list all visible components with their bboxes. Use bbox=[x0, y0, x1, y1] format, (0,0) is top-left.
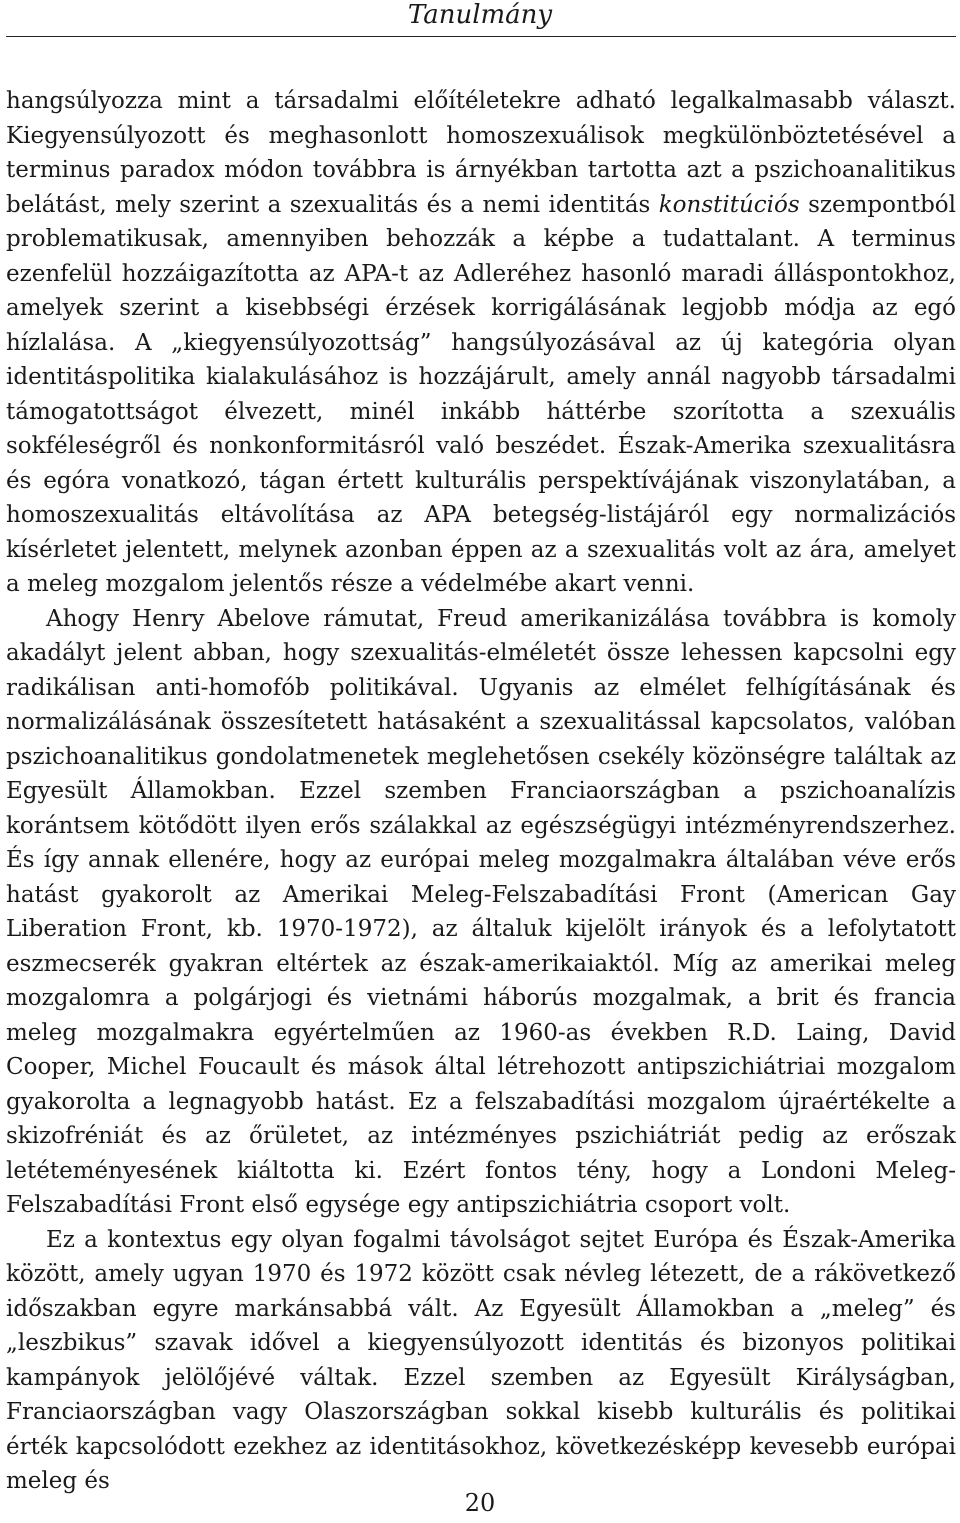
article-body bbox=[6, 84, 956, 1499]
paragraph-2 bbox=[6, 602, 956, 1223]
paragraph-1 bbox=[6, 84, 956, 602]
paragraph-3 bbox=[6, 1223, 956, 1499]
paragraph-1-text-b: szempontból problematikusak, amennyiben behozzák a képbe a tudattalant. A terminus ezenfelül hozzáigazította az APA-t az Adleréhez hasonló maradi álláspontokhoz, amelyek szerint a kisebbségi érzések korrigálásának legjobb módja az egó hízlalása. A „kiegyensúlyozottság” hangsúlyozásával az új kategória olyan identitáspolitika kialakulásához is hozzájárult, amely annál nagyobb társadalmi támogatottságot élvezett, minél inkább háttérbe szorította a szexuális sokféleségről és nonkonformitásról való beszédet. Észak-Amerika szexualitásra és egóra vonatkozó, tágan értett kulturális perspektívájának viszonylatában, a homoszexualitás eltávolítása az APA betegség-listájáról egy normalizációs kísérletet jelentett, melynek azonban éppen az a szexualitás volt az ára, amelyet a meleg mozgalom jelentős része a védelmébe akart venni. bbox=[6, 191, 956, 597]
paragraph-2-text: Ahogy Henry Abelove rámutat, Freud amerikanizálása továbbra is komoly akadályt jelent abban, hogy szexualitás-elméletét össze lehessen kapcsolni egy radikálisan anti-homofób politikával. Ugyanis az elmélet felhígításának és normalizálásának összesítetett hatásaként a szexualitással kapcsolatos, valóban pszichoanalitikus gondolatmenetek meglehetősen csekély közönségre találtak az Egyesült Államokban. Ezzel szemben Franciaországban a pszichoanalízis korántsem kötődött ilyen erős szálakkal az egészségügyi intézményrendszerhez. És így annak ellenére, hogy az európai meleg mozgalmakra általában véve erős hatást gyakorolt az Amerikai Meleg-Felszabadítási Front (American Gay Liberation Front, kb. 1970-1972), az általuk kijelölt irányok és a lefolytatott eszmecserék gyakran eltértek az észak-amerikaiaktól. Míg az amerikai meleg mozgalomra a polgárjogi és vietnámi háborús mozgalmak, a brit és francia meleg mozgalmakra egyértelműen az 1960-as években R.D. Laing, David Cooper, Michel Foucault és mások által létrehozott antipszichiátriai mozgalom gyakorolta a legnagyobb hatást. Ez a felszabadítási mozgalom újraértékelte a skizofréniát és az őrületet, az intézményes pszichiátriát pedig az erőszak letéteményesének kiáltotta ki. Ezért fontos tény, hogy a Londoni Meleg-Felszabadítási Front első egysége egy antipszichiátria csoport volt. bbox=[6, 605, 956, 1218]
emphasis-konstitucios: konstitúciós bbox=[658, 191, 800, 218]
header-rule bbox=[6, 36, 956, 37]
paragraph-3-text: Ez a kontextus egy olyan fogalmi távolságot sejtet Európa és Észak-Amerika között, amely ugyan 1970 és 1972 között csak névleg létezett, de a rákövetkező időszakban egyre markánsabbá vált. Az Egyesült Államokban a „meleg” és „leszbikus” szavak idővel a kiegyensúlyozott identitás és bizonyos politikai kampányok jelölőjévé váltak. Ezzel szemben az Egyesült Királyságban, Franciaországban vagy Olaszországban sokkal kisebb kulturális és politikai érték kapcsolódott ezekhez az identitásokhoz, következésképp kevesebb európai meleg és bbox=[6, 1226, 956, 1494]
page-number: 20 bbox=[464, 1489, 496, 1517]
paragraph-1-text-a: hangsúlyozza mint a társadalmi előítéletekre adható legalkalmasabb választ. Kiegyensúlyozott és meghasonlott homoszexuálisok megkülönböztetésével a terminus paradox módon továbbra is árnyékban tartotta azt a pszichoanalitikus belátást, mely szerint a szexualitás és a nemi identitás bbox=[6, 88, 956, 218]
running-head-title: Tanulmány bbox=[407, 0, 553, 30]
